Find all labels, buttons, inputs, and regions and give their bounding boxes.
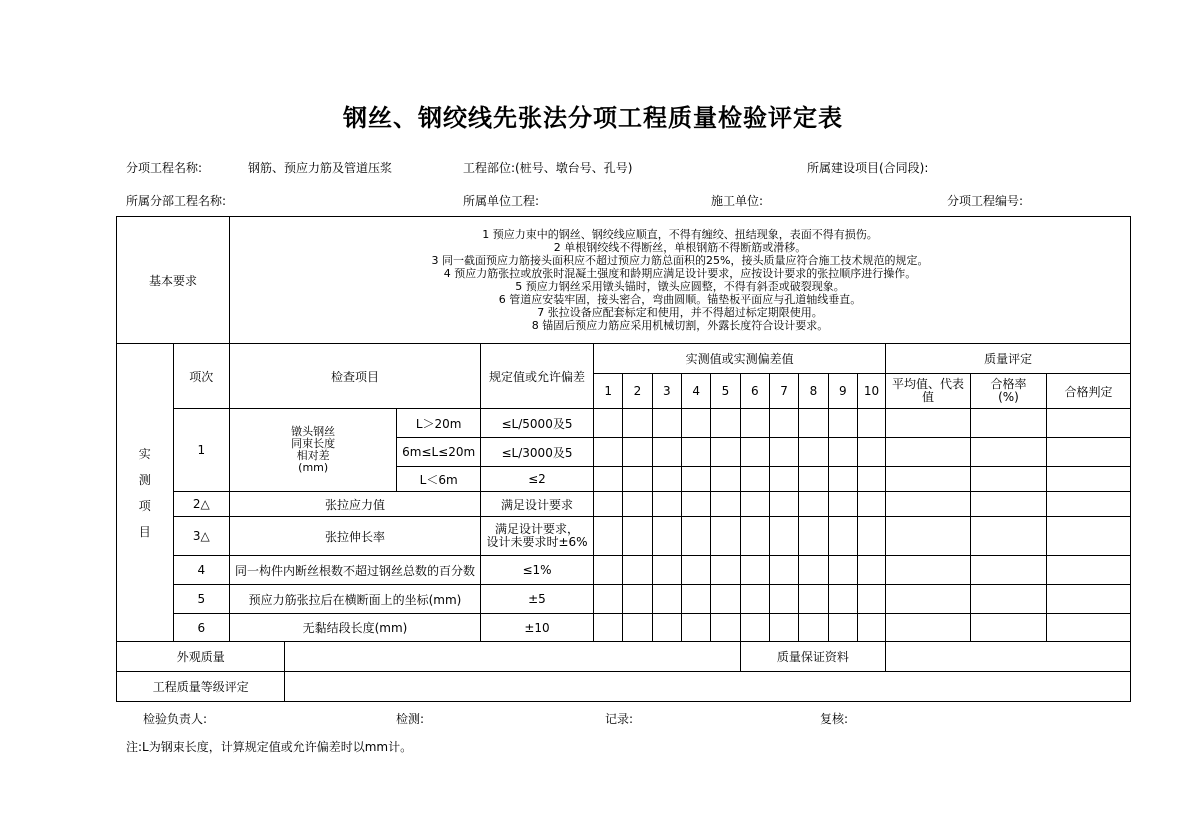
recorder-label: 记录: — [605, 712, 634, 726]
measured-items-label: 实 测 项 目 — [117, 344, 174, 642]
requirement-item: 8 锚固后预应力筋应采用机械切割，外露长度符合设计要求。 — [531, 319, 829, 332]
grade-row — [117, 672, 1131, 702]
requirement-item: 4 预应力筋张拉或放张时混凝土强度和龄期应满足设计要求，应按设计要求的张拉顺序进行操作。 — [443, 267, 917, 280]
item-number: 3△ — [173, 517, 230, 556]
construction-project-label: 所属建设项目(合同段): — [807, 161, 929, 175]
measure-col-header: 6 — [740, 374, 769, 409]
project-location-label: 工程部位:(桩号、墩台号、孔号) — [463, 161, 633, 175]
unit-project-label: 所属单位工程: — [463, 194, 540, 208]
requirement-item: 7 张拉设备应配套标定和使用，并不得超过标定期限使用。 — [537, 306, 823, 319]
item-name: 同一构件内断丝根数不超过钢丝总数的百分数 — [230, 556, 481, 585]
length-condition: 6m≤L≤20m — [397, 438, 481, 467]
appearance-quality-value — [285, 642, 740, 672]
measure-col-header: 4 — [681, 374, 710, 409]
quality-evaluation-header: 质量评定 — [886, 344, 1131, 374]
requirement-item: 5 预应力钢丝采用镦头锚时，镦头应圆整，不得有斜歪或破裂现象。 — [515, 280, 845, 293]
construction-unit-label: 施工单位: — [711, 194, 764, 208]
measure-col-header: 5 — [711, 374, 740, 409]
subproject-number-label: 分项工程编号: — [947, 194, 1024, 208]
table-row — [117, 517, 1131, 556]
item-number: 5 — [173, 585, 230, 614]
requirement-item: 6 管道应安装牢固，接头密合，弯曲圆顺。锚垫板平面应与孔道轴线垂直。 — [498, 293, 862, 306]
measure-col-header: 9 — [828, 374, 857, 409]
item-number: 4 — [173, 556, 230, 585]
average-value-header: 平均值、代表值 — [886, 374, 971, 409]
length-condition: L＜6m — [397, 467, 481, 492]
item-name: 镦头钢丝 同束长度 相对差 (mm) — [230, 409, 397, 492]
table-row — [117, 556, 1131, 585]
reviewer-label: 复核: — [820, 712, 849, 726]
tolerance-value: ≤L/5000及5 — [480, 409, 593, 438]
appearance-row — [117, 642, 1131, 672]
quality-assurance-value — [886, 642, 1131, 672]
tolerance-value: ±5 — [480, 585, 593, 614]
fenxiang-name-value: 钢筋、预应力筋及管道压浆 — [248, 161, 393, 175]
measure-col-header: 3 — [652, 374, 681, 409]
footnote: 注:L为钢束长度，计算规定值或允许偏差时以mm计。 — [126, 740, 413, 754]
measured-values-header: 实测值或实测偏差值 — [593, 344, 885, 374]
table-row — [117, 492, 1131, 517]
measure-col-header: 2 — [623, 374, 652, 409]
pass-judgement-header: 合格判定 — [1046, 374, 1130, 409]
quality-assurance-label: 质量保证资料 — [740, 642, 886, 672]
pass-rate-header: 合格率 (%) — [970, 374, 1046, 409]
requirements-row — [117, 217, 1131, 344]
length-condition: L＞20m — [397, 409, 481, 438]
measure-col-header: 10 — [857, 374, 885, 409]
requirement-item: 1 预应力束中的钢丝、钢绞线应顺直，不得有缠绞、扭结现象，表面不得有损伤。 — [482, 228, 878, 241]
table-row — [117, 614, 1131, 642]
item-number-header: 项次 — [173, 344, 230, 409]
tester-label: 检测: — [396, 712, 425, 726]
inspection-lead-label: 检验负责人: — [143, 712, 208, 726]
tolerance-value: ≤L/3000及5 — [480, 438, 593, 467]
tolerance-value: ±10 — [480, 614, 593, 642]
item-name: 张拉应力值 — [230, 492, 481, 517]
page-title: 钢丝、钢绞线先张法分项工程质量检验评定表 — [343, 104, 843, 132]
inspection-item-header: 检查项目 — [230, 344, 481, 409]
requirement-item: 3 同一截面预应力筋接头面积应不超过预应力筋总面积的25%，接头质量应符合施工技术规范的规定。 — [431, 254, 929, 267]
item-name: 无黏结段长度(mm) — [230, 614, 481, 642]
item-name: 张拉伸长率 — [230, 517, 481, 556]
quality-grade-value — [285, 672, 1131, 702]
quality-grade-label: 工程质量等级评定 — [117, 672, 285, 702]
requirements-content — [230, 217, 1131, 344]
item-number: 2△ — [173, 492, 230, 517]
item-number: 6 — [173, 614, 230, 642]
tolerance-header: 规定值或允许偏差 — [480, 344, 593, 409]
measure-col-header: 1 — [593, 374, 622, 409]
tolerance-value: ≤1% — [480, 556, 593, 585]
appearance-quality-label: 外观质量 — [117, 642, 285, 672]
measure-col-header: 7 — [769, 374, 798, 409]
subproject-name-label: 所属分部工程名称: — [126, 194, 227, 208]
requirements-label: 基本要求 — [117, 217, 230, 344]
item-number: 1 — [173, 409, 230, 492]
tolerance-value: 满足设计要求， 设计未要求时±6% — [480, 517, 593, 556]
item-name: 预应力筋张拉后在横断面上的坐标(mm) — [230, 585, 481, 614]
tolerance-value: 满足设计要求 — [480, 492, 593, 517]
requirement-item: 2 单根钢绞线不得断丝，单根钢筋不得断筋或滑移。 — [553, 241, 807, 254]
header-row-1 — [117, 344, 1131, 374]
tolerance-value: ≤2 — [480, 467, 593, 492]
table-row — [117, 585, 1131, 614]
measure-col-header: 8 — [799, 374, 828, 409]
inspection-form-table — [116, 216, 1131, 702]
table-row — [117, 409, 1131, 438]
fenxiang-name-label: 分项工程名称: — [126, 161, 203, 175]
